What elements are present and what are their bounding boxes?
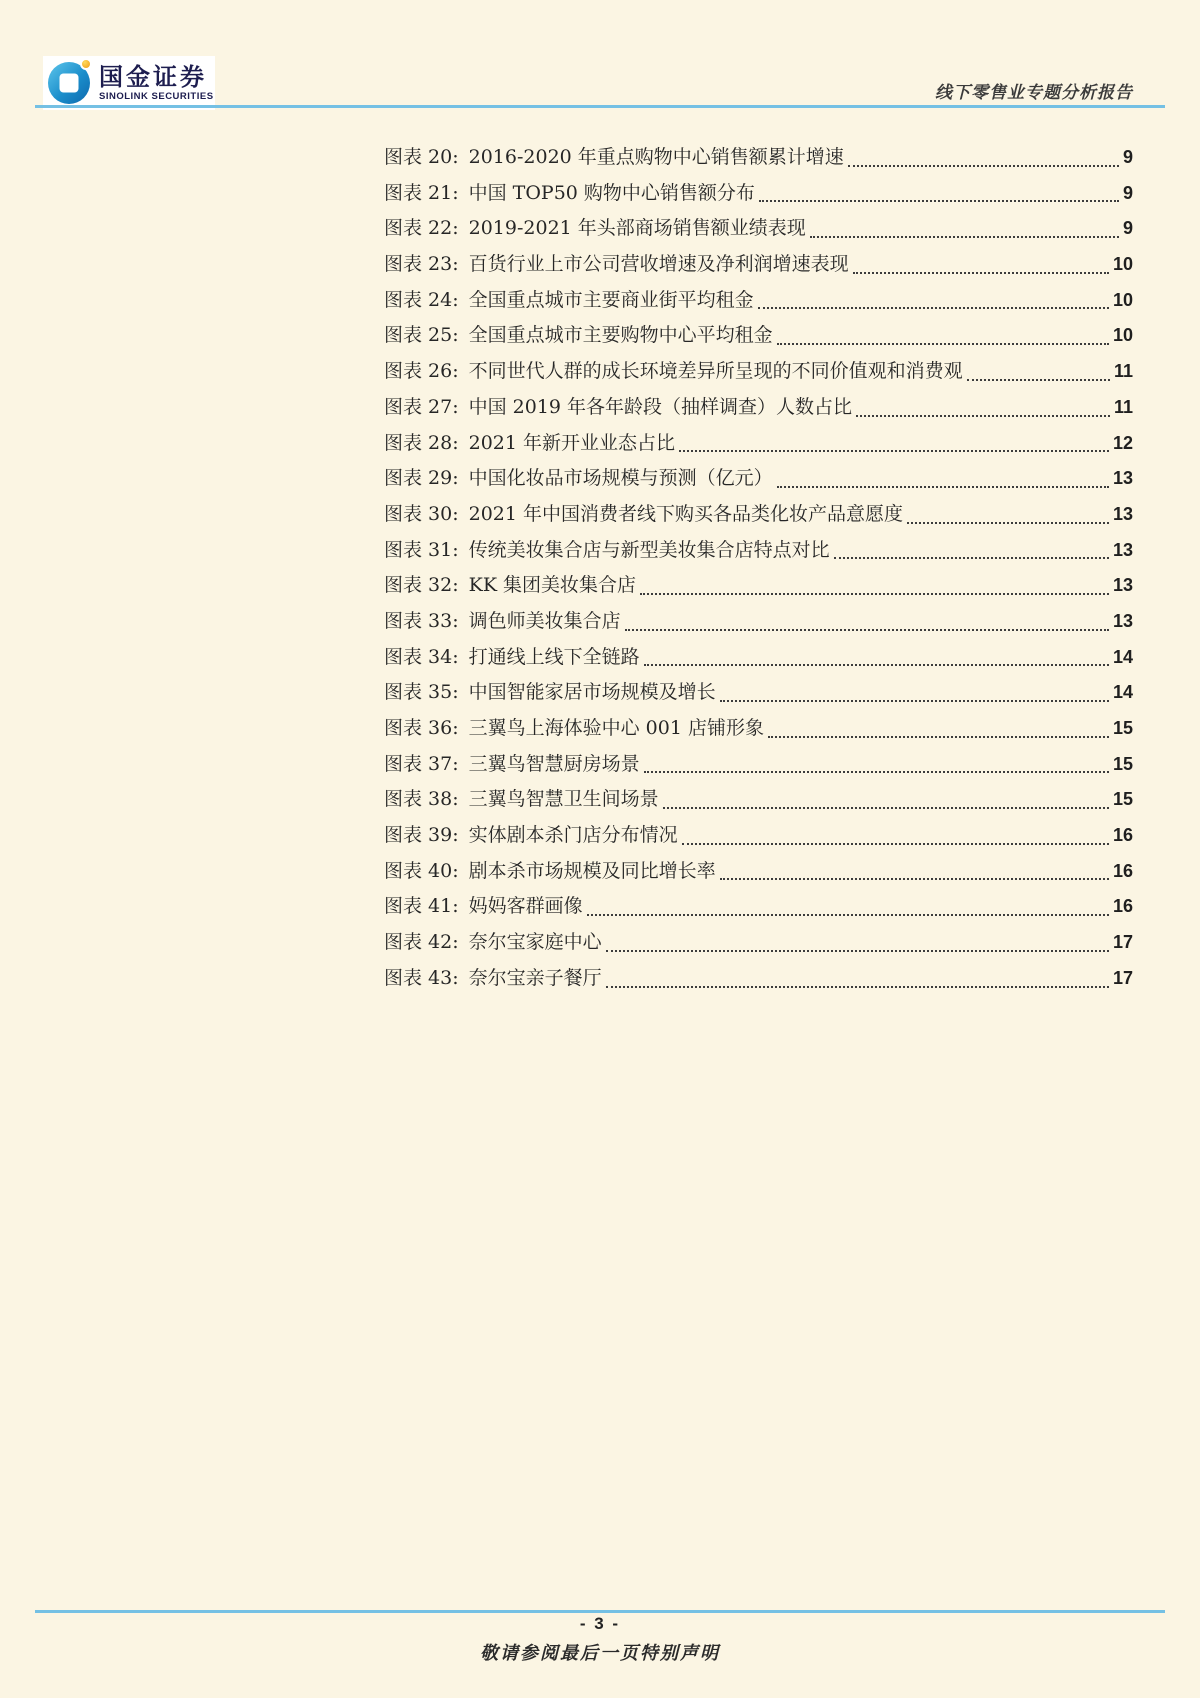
toc-entry[interactable] [384,854,1133,890]
toc-entry-page: 10 [1112,325,1133,346]
dot-leader [777,486,1109,488]
toc-entry-title: KK 集团美妆集合店 [468,574,637,597]
toc-entry-title: 不同世代人群的成长环境差异所呈现的不同价值观和消费观 [468,360,963,383]
toc-entry[interactable] [384,140,1133,176]
toc-entry-page: 16 [1112,825,1133,846]
toc-entry-page: 13 [1112,610,1133,631]
toc-entry-label: 图表 20: [384,146,459,168]
toc-entry[interactable] [384,533,1133,569]
dot-leader [644,771,1109,773]
logo-name-cn: 国金证券 [99,62,207,92]
toc-entry-page: 11 [1113,396,1133,417]
logo-text [99,64,214,101]
toc-entry[interactable] [384,675,1133,711]
toc-entry-label: 图表 33: [384,609,459,632]
toc-entry-page: 11 [1113,361,1133,382]
toc-entry-label: 图表 31: [384,538,459,561]
toc-list [384,140,1133,997]
toc-entry-page: 16 [1112,860,1133,881]
toc-entry-page: 15 [1112,753,1133,774]
dot-leader [907,522,1109,524]
toc-entry[interactable] [384,211,1133,247]
toc-entry-label: 图表 28: [384,431,459,454]
logo-name-en: SINOLINK SECURITIES [99,90,214,102]
toc-entry-label: 图表 32: [384,574,459,597]
toc-entry-title: 全国重点城市主要购物中心平均租金 [468,324,773,347]
sinolink-logo-icon [48,62,90,104]
toc-entry-label: 图表 23: [384,253,459,276]
toc-entry[interactable] [384,925,1133,961]
dot-leader [679,450,1109,452]
toc-entry-label: 图表 30: [384,502,459,525]
toc-entry[interactable] [384,782,1133,818]
toc-entry-label: 图表 43: [384,966,459,989]
toc-entry-title: 中国智能家居市场规模及增长 [468,681,716,704]
toc-entry-title: 三翼鸟智慧卫生间场景 [468,788,659,811]
header-divider [35,105,1165,108]
dot-leader [606,950,1109,952]
toc-entry-title: 奈尔宝家庭中心 [468,931,602,954]
toc-entry-label: 图表 25: [384,324,459,347]
toc-entry-title: 三翼鸟智慧厨房场景 [468,752,640,775]
dot-leader [777,343,1109,345]
toc-entry-label: 图表 42: [384,931,459,954]
footer-disclaimer: 敬请参阅最后一页特别声明 [480,1643,720,1664]
toc-entry[interactable] [384,176,1133,212]
dot-leader [720,700,1109,702]
toc-entry-title: 2021 年新开业业态占比 [468,431,676,454]
toc-entry-title: 妈妈客群画像 [468,895,583,918]
toc-entry-page: 14 [1112,682,1133,703]
report-type-label: 线下零售业专题分析报告 [935,83,1133,103]
toc-entry-title: 三翼鸟上海体验中心 001 店铺形象 [468,717,764,739]
dot-leader [720,878,1109,880]
toc-entry-title: 中国化妆品市场规模与预测（亿元） [468,467,773,490]
toc-entry[interactable] [384,497,1133,533]
toc-entry[interactable] [384,318,1133,354]
toc-entry-page: 15 [1112,789,1133,810]
toc-entry-label: 图表 29: [384,467,459,490]
toc-entry[interactable] [384,390,1133,426]
toc-entry-title: 2021 年中国消费者线下购买各品类化妆产品意愿度 [468,502,904,525]
toc-entry[interactable] [384,604,1133,640]
toc-entry-page: 13 [1112,539,1133,560]
dot-leader [759,200,1119,202]
toc-entry-label: 图表 41: [384,895,459,918]
toc-entry[interactable] [384,568,1133,604]
dot-leader [768,736,1109,738]
toc-entry-title: 全国重点城市主要商业街平均租金 [468,288,754,311]
toc-entry[interactable] [384,247,1133,283]
dot-leader [758,307,1109,309]
dot-leader [810,236,1119,238]
footer-divider [35,1610,1165,1613]
dot-leader [663,807,1109,809]
toc-entry-title: 实体剧本杀门店分布情况 [468,824,678,847]
toc-entry-label: 图表 22: [384,217,459,240]
dot-leader [606,986,1109,988]
toc-entry-label: 图表 34: [384,645,459,668]
toc-entry-title: 中国 2019 年各年龄段（抽样调查）人数占比 [468,395,853,418]
toc-entry-title: 2016-2020 年重点购物中心销售额累计增速 [468,146,844,168]
toc-entry-page: 10 [1112,289,1133,310]
toc-entry[interactable] [384,961,1133,997]
dot-leader [853,272,1109,274]
toc-entry[interactable] [384,889,1133,925]
toc-entry-page: 13 [1112,503,1133,524]
dot-leader [967,379,1110,381]
toc-entry-title: 2019-2021 年头部商场销售额业绩表现 [468,217,806,240]
toc-entry[interactable] [384,818,1133,854]
toc-entry-title: 传统美妆集合店与新型美妆集合店特点对比 [468,538,830,561]
toc-entry-page: 15 [1112,718,1133,738]
logo-orange-dot-icon [80,58,92,70]
toc-entry-page: 12 [1112,432,1133,453]
toc-entry-page: 17 [1112,932,1133,953]
toc-entry-label: 图表 38: [384,788,459,811]
toc-entry-label: 图表 21: [384,181,459,204]
toc-entry-page: 17 [1112,967,1133,988]
toc-entry[interactable] [384,747,1133,783]
toc-entry-label: 图表 27: [384,395,459,418]
toc-entry-title: 调色师美妆集合店 [468,609,621,632]
dot-leader [587,914,1109,916]
toc-entry-title: 剧本杀市场规模及同比增长率 [468,859,716,882]
toc-entry-title: 中国 TOP50 购物中心销售额分布 [468,181,755,204]
toc-entry-title: 百货行业上市公司营收增速及净利润增速表现 [468,253,849,276]
toc-entry[interactable] [384,426,1133,462]
dot-leader [848,165,1119,167]
toc-entry[interactable] [384,283,1133,319]
toc-entry-label: 图表 37: [384,752,459,775]
toc-entry[interactable] [384,354,1133,390]
toc-entry-page: 9 [1122,218,1133,239]
toc-entry-page: 10 [1112,254,1133,275]
toc-entry-label: 图表 35: [384,681,459,704]
dot-leader [682,843,1109,845]
toc-entry[interactable] [384,461,1133,497]
dot-leader [644,664,1109,666]
sinolink-logo [43,56,215,110]
toc-entry-label: 图表 24: [384,288,459,311]
dot-leader [856,415,1110,417]
toc-entry-page: 14 [1112,646,1133,667]
toc-entry-title: 奈尔宝亲子餐厅 [468,966,602,989]
toc-entry-page: 13 [1112,468,1133,489]
toc-entry-title: 打通线上线下全链路 [468,645,640,668]
toc-entry-label: 图表 40: [384,859,459,882]
toc-entry[interactable] [384,640,1133,676]
toc-entry-label: 图表 36: [384,717,459,739]
dot-leader [640,593,1109,595]
toc-entry-page: 9 [1122,147,1133,167]
toc-entry-label: 图表 39: [384,824,459,847]
dot-leader [625,629,1109,631]
dot-leader [834,557,1109,559]
toc-entry-page: 16 [1112,896,1133,917]
toc-entry-page: 9 [1122,182,1133,203]
footer-page-number: - 3 - [579,1614,621,1633]
toc-entry-page: 13 [1112,575,1133,596]
toc-entry-label: 图表 26: [384,360,459,383]
toc-entry[interactable] [384,711,1133,747]
